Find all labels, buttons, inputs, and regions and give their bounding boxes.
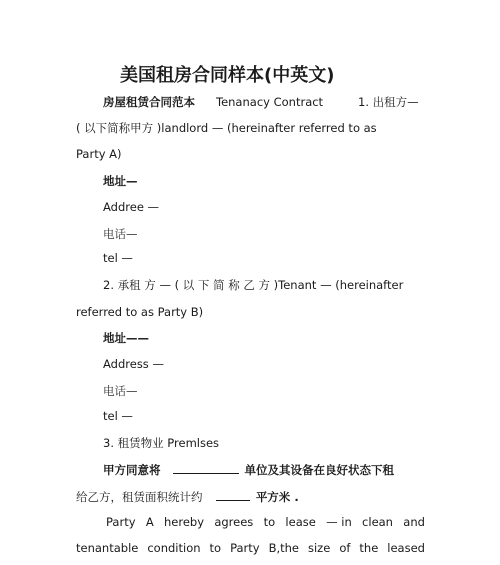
lessor-address-label-cn: 地址—: [103, 174, 138, 188]
word: B,the: [268, 541, 299, 555]
word: Party: [230, 541, 260, 555]
lessor-phone-label-cn: 电话—: [103, 227, 138, 241]
area-blank: [216, 488, 250, 501]
word: leased: [387, 541, 425, 555]
lessee-address-label-cn: 地址——: [103, 331, 149, 345]
word: tenantable: [76, 541, 139, 555]
word: to: [209, 541, 222, 555]
premises-heading: 3. 租赁物业 Premlses: [103, 436, 220, 450]
lessor-definition-cont: Party A): [76, 147, 122, 161]
premises-clause-en-line2: [76, 540, 425, 556]
lessee-phone-label-cn: 电话—: [103, 384, 138, 398]
word: hereby: [163, 515, 205, 529]
lessee-address-label-en: Address —: [103, 357, 164, 371]
word: of: [339, 541, 351, 555]
lessor-address-label-en: Addree —: [103, 200, 160, 214]
word: Party: [106, 515, 136, 529]
lessee-definition-cont: referred to as Party B): [76, 305, 204, 319]
area-unit: 平方米 .: [255, 490, 299, 504]
unit-blank: [173, 461, 239, 474]
word: to: [263, 515, 276, 529]
word: A: [145, 515, 154, 529]
contract-label-cn: 房屋租赁合同范本: [103, 95, 195, 109]
lessor-phone-label-en: tel —: [103, 251, 133, 265]
lessor-heading: 1. 出租方—: [358, 95, 419, 109]
contract-label-en: Tenanacy Contract: [216, 95, 324, 109]
word: clean: [362, 515, 393, 529]
area-clause-cn: [76, 488, 299, 505]
word: — in: [326, 515, 352, 529]
word: agrees: [214, 515, 254, 529]
lessee-heading: 2. 承租 方 — ( 以 下 简 称 乙 方 )Tenant — (hereinafter: [103, 278, 404, 292]
premises-clause-en-line1: [106, 514, 425, 530]
word: condition: [147, 541, 201, 555]
word: lease: [285, 515, 316, 529]
area-clause-start: 给乙方，租赁面积统计约: [76, 490, 203, 504]
document-title: 美国租房合同样本(中英文): [120, 65, 335, 86]
lessor-definition: ( 以下简称甲方 )landlord — (hereinafter referred to as: [76, 121, 377, 135]
word: the: [359, 541, 379, 555]
premises-clause-start: 甲方同意将: [103, 463, 161, 477]
lessee-phone-label-en: tel —: [103, 409, 133, 423]
premises-clause-end: 单位及其设备在良好状态下租: [244, 463, 395, 477]
premises-clause-cn: [103, 461, 394, 478]
word: and: [403, 515, 425, 529]
word: size: [308, 541, 331, 555]
